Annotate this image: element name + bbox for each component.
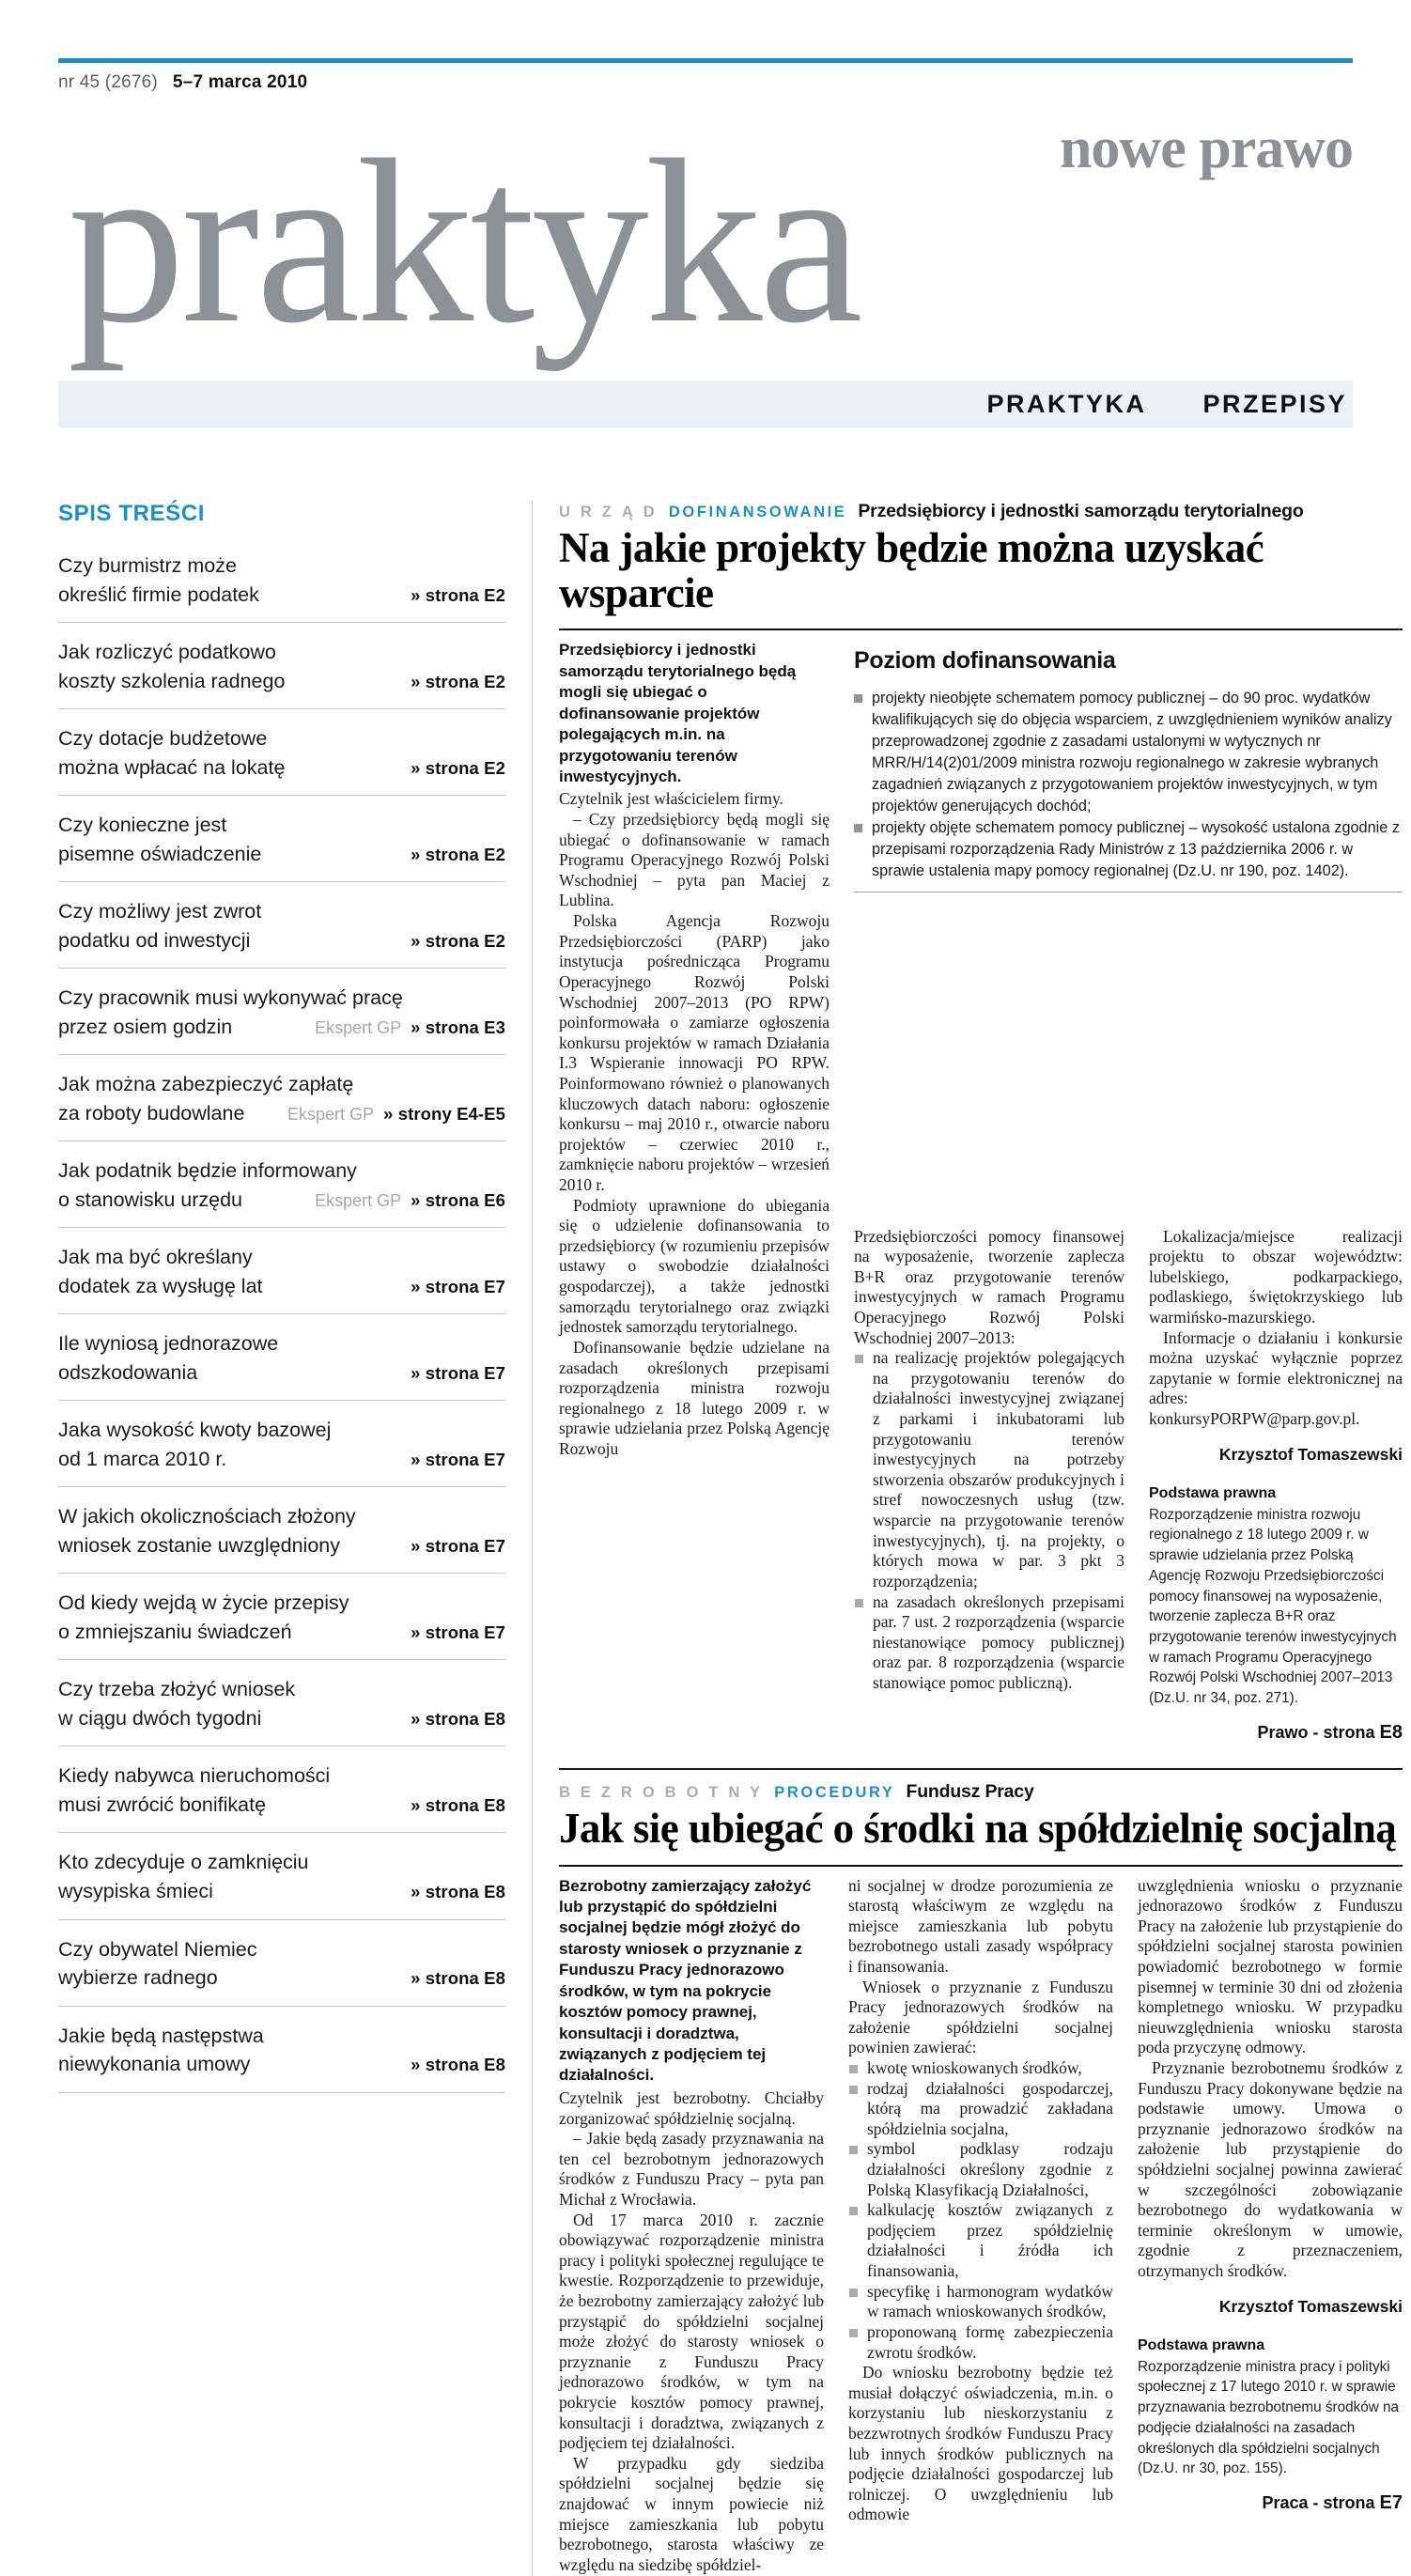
body-paragraph: W przypadku gdy siedziba spółdzielni socjalnej będzie się znajdować w innym powiecie niż miejsce zamieszkania lub pobytu bezrobotnego, starosta właściwy ze względu na siedzibę spółdziel- [559, 2453, 824, 2574]
article1-legal-body: Rozporządzenie ministra rozwoju regionalnego z 18 lutego 2009 r. w sprawie udzielania przez Polską Agencję Rozwoju Przedsiębiorczości pomocy finansowej na wyposażenie, tworzenie zaplecza B+R oraz przygotowanie terenów inwestycyjnych w ramach Programu Operacyjnego Rozwój Polski Wschodniej 2007–2013 (Dz.U. nr 34, poz. 271). [1149, 1506, 1397, 1707]
article1-col3-body [1149, 1227, 1403, 1430]
article2-lead: Bezrobotny zamierzający założyć lub przystąpić do spółdzielni socjalnej będzie mógł złożyć do starosty wniosek o przyznanie z Funduszu Pracy jednorazowo środków, w tym na pokrycie kosztów pomocy prawnej, konsultacji i doradztwa, związanych z podjęciem tej działalności. [559, 1876, 812, 2085]
toc-item-row [58, 1531, 505, 1560]
toc-item-row [58, 667, 505, 696]
issue-date: 5–7 marca 2010 [172, 72, 308, 92]
article1-rule [559, 628, 1403, 630]
toc-item-row [58, 1445, 505, 1474]
toc-item-page-ref[interactable]: » strona E2 [411, 844, 505, 864]
newspaper-page [0, 58, 1411, 2574]
article1-byline: Krzysztof Tomaszewski [1218, 1444, 1403, 1464]
article2-footline-page: E7 [1379, 2492, 1403, 2514]
toc-item-row [58, 1013, 505, 1042]
toc-item-line1: Czy obywatel Niemiec [58, 1937, 257, 1961]
article1-box-bullets [854, 688, 1403, 882]
toc-item-line2: odszkodowania [58, 1360, 198, 1384]
toc-item[interactable] [58, 2022, 505, 2093]
toc-item-page-ref[interactable]: » strona E8 [411, 1968, 505, 1989]
article1-lead: Przedsiębiorcy i jednostki samorządu terytorialnego będą mogli się ubiegać o dofinansowanie projektów polegających m.in. na przygotowaniu terenów inwestycyjnych. [559, 641, 797, 785]
toc-item-line2: wybierze radnego [58, 1966, 218, 1990]
toc-item[interactable] [58, 1070, 505, 1141]
article1-legal-head: Podstawa prawna [1149, 1484, 1277, 1501]
bullet-item: projekty nieobjęte schematem pomocy publicznej – do 90 proc. wydatków kwalifikujących się do objęcia wsparciem, z uwzględnieniem wyników analizy przeprowadzonej zgodnie z zasadami ustalonymi w wytycznych nr MRR/H/14(2)01/2009 ministra rozwoju regionalnego w zakresie wybranych zagadnień związanych z przygotowaniem projektów inwestycyjnych, w tym projektów generujących dochód; [854, 688, 1403, 817]
toc-item-page-ref[interactable]: » strona E3 [411, 1016, 505, 1037]
article2-col2-bullets [848, 2058, 1113, 2363]
toc-item[interactable] [58, 984, 505, 1055]
toc-title: SPIS TREŚCI [58, 501, 205, 526]
article2-kicker-type[interactable]: PROCEDURY [774, 1783, 895, 1801]
article1-box-title: Poziom dofinansowania [854, 647, 1116, 675]
toc-item-page-ref[interactable]: » strona E7 [411, 1449, 505, 1469]
toc-item-right [287, 1104, 505, 1125]
toc-item-page-ref[interactable]: » strona E7 [411, 1622, 505, 1642]
toc-item[interactable] [58, 1848, 505, 1919]
body-paragraph: Czytelnik jest bezrobotny. Chciałby zorganizować spółdzielnię socjalną. [559, 2087, 824, 2128]
toc-item-row [58, 1272, 505, 1301]
body-paragraph: Podmioty uprawnione do ubiegania się o udzielenie dofinansowania to przedsiębiorcy (w rozumieniu przepisów ustawy o swobodzie działalności gospodarczej), a także jednostki samorządu terytorialnego oraz związki jednostek samorządu terytorialnego. [559, 1195, 830, 1337]
toc-item-line2: niewykonania umowy [58, 2053, 251, 2076]
article2-kicker-dept: B E Z R O B O T N Y [559, 1783, 764, 1801]
toc-item-right [315, 1017, 505, 1038]
body-paragraph: Lokalizacja/miejsce realizacji projektu to obszar województw: lubelskiego, podkarpackiego, podlaskiego, świętokrzyskiego lub warmińsko-mazurskiego. [1149, 1226, 1403, 1327]
article-dofinansowanie [559, 501, 1403, 1744]
toc-item[interactable] [58, 1675, 505, 1746]
column-divider [532, 501, 533, 2576]
toc-item[interactable] [58, 551, 505, 623]
toc-item-line1: Jak można zabezpieczyć zapłatę [58, 1073, 354, 1096]
toc-item-line2: wysypiska śmieci [58, 1879, 213, 1902]
article1-footline [559, 1722, 1403, 1744]
article2-column-3 [1138, 1876, 1403, 2576]
toc-item-row [58, 840, 505, 869]
article2-column-2 [848, 1876, 1113, 2576]
body-paragraph: Od 17 marca 2010 r. zacznie obowiązywać rozporządzenie ministra pracy i polityki społecznej regulujące te kwestie. Rozporządzenie to przewiduje, że bezrobotny zamierzający założyć lub przystąpić do spółdzielni socjalnej może złożyć do starosty wniosek o przyznanie z Funduszu Pracy jednorazowo środków, w tym na pokrycie kosztów pomocy prawnej, konsultacji i doradztwa, związanych z podjęciem tej działalności. [559, 2210, 824, 2453]
toc-item-row [58, 1099, 505, 1128]
articles-area [559, 501, 1403, 2576]
toc-item-row [58, 581, 505, 610]
body-paragraph: Informacje o działaniu i konkursie można uzyskać wyłącznie poprzez zapytanie w formie elektronicznej na adres: konkursyPORPW@parp.gov.pl. [1149, 1327, 1403, 1429]
toc-item-row [58, 926, 505, 955]
toc-item-line2: od 1 marca 2010 r. [58, 1447, 227, 1470]
toc-item-line1: Czy pracownik musi wykonywać pracę [58, 986, 403, 1010]
toc-item[interactable] [58, 1589, 505, 1660]
table-of-contents [58, 501, 505, 2576]
toc-item-line1: Jak rozliczyć podatkowo [58, 641, 276, 664]
toc-item-line1: Od kiedy wejdą w życie przepisy [58, 1591, 349, 1615]
article2-col2-tail: Do wniosku bezrobotny będzie też musiał dołączyć oświadczenia, m.in. o korzystaniu lub nieskorzystaniu z bezzwrotnych środków Funduszu Pracy lub innych środków publicznych na podjęcie działalności gospodarczej lub rolniczej. O uwzględnieniu lub odmowie [848, 2363, 1113, 2524]
toc-item-line2: podatku od inwestycji [58, 928, 251, 952]
body-paragraph: Polska Agencja Rozwoju Przedsiębiorczości (PARP) jako instytucja pośrednicząca Programu Operacyjnego Rozwój Polski Wschodniej 2007–2013 (PO RPW) poinformowała o zamiarze ogłoszenia konkursu projektów w ramach Działania I.3 Wspieranie innowacji PO RPW. Poinformowano również o planowanych kluczowych datach naboru: ogłoszenie konkursu – maj 2010 r., otwarcie naboru projektów – czerwiec 2010 r., zamknięcie naboru projektów – wrzesień 2010 r. [559, 911, 830, 1195]
bullet-item: projekty objęte schematem pomocy publicznej – wysokość ustalona zgodnie z przepisami rozporządzenia Rady Ministrów z 13 października 2006 r. w sprawie ustalenia mapy pomocy regionalnej (Dz.U. nr 190, poz. 1402). [854, 817, 1403, 882]
toc-item-right [411, 931, 505, 952]
toc-item[interactable] [58, 1329, 505, 1401]
toc-item-right [411, 758, 505, 779]
article2-kicker [559, 1781, 1403, 1803]
toc-item-line1: Kto zdecyduje o zamknięciu [58, 1851, 309, 1874]
article1-kicker [559, 501, 1403, 522]
article2-legal-body: Rozporządzenie ministra pracy i polityki społecznej z 17 lutego 2010 r. w sprawie przyznawania bezrobotnemu środków na podjęcie działalności na zasadach określonych dla spółdzielni socjalnych (Dz.U. nr 30, poz. 155). [1138, 2358, 1400, 2477]
section-tab-bar [58, 380, 1353, 427]
article2-col1-body [559, 2088, 824, 2576]
section-tab-przepisy[interactable]: PRZEPISY [1202, 389, 1347, 418]
toc-item-right [411, 672, 505, 692]
article2-footline-label: Praca - strona [1262, 2493, 1375, 2513]
toc-item-page-ref[interactable]: » strona E7 [411, 1535, 505, 1556]
toc-item-line2: o zmniejszaniu świadczeń [58, 1620, 292, 1643]
article2-rule [559, 1865, 1403, 1867]
toc-item-right [411, 1882, 505, 1902]
toc-item-line2: w ciągu dwóch tygodni [58, 1706, 262, 1730]
toc-item-page-ref[interactable]: » strona E8 [411, 1708, 505, 1729]
toc-item[interactable] [58, 1416, 505, 1487]
article1-footline-label: Prawo - strona [1257, 1722, 1375, 1742]
toc-item[interactable] [58, 1935, 505, 2007]
article1-column-2 [854, 1227, 1124, 1709]
article2-kicker-tag: Fundusz Pracy [906, 1780, 1034, 1802]
toc-item-page-ref[interactable]: » strona E2 [411, 757, 505, 778]
article-fundusz-pracy [559, 1768, 1403, 2576]
article2-column-1 [559, 1876, 824, 2576]
folio-line [58, 63, 1353, 93]
toc-item[interactable] [58, 1761, 505, 1833]
toc-item-row [58, 1704, 505, 1733]
toc-item-row [58, 1186, 505, 1215]
toc-list [58, 551, 505, 2093]
toc-item-row [58, 2050, 505, 2079]
toc-item-right [411, 1277, 505, 1297]
article2-top-rule [559, 1768, 1403, 1770]
toc-item-page-ref[interactable]: » strona E7 [411, 1362, 505, 1383]
toc-item-right [411, 2055, 505, 2075]
toc-item-line1: Czy konieczne jest [58, 814, 227, 837]
body-paragraph: Wniosek o przyznanie z Funduszu Pracy jednorazowych środków na założenie spółdzielni socjalnej powinien zawierać: [848, 1977, 1113, 2057]
toc-item-right [411, 1795, 505, 1816]
toc-item-row [58, 1618, 505, 1647]
toc-item-line2: przez osiem godzin [58, 1015, 233, 1038]
toc-item-line1: Jaka wysokość kwoty bazowej [58, 1419, 332, 1442]
toc-item-page-ref[interactable]: » strona E2 [411, 671, 505, 691]
toc-item-line2: musi zwrócić bonifikatę [58, 1792, 267, 1816]
toc-item-line1: Czy burmistrz może [58, 554, 237, 577]
bullet-item: na zasadach określonych przepisami par. 7 ust. 2 rozporządzenia (wsparcie niestanowiące pomocy publicznej) oraz par. 8 rozporządzenia (wsparcie stanowiące pomoc publiczną). [854, 1592, 1124, 1694]
toc-item-page-ref[interactable]: » strona E2 [411, 930, 505, 951]
masthead [58, 93, 1353, 375]
toc-item-line1: Jakie będą następstwa [58, 2024, 264, 2047]
toc-item-expert-badge: Ekspert GP [315, 1017, 402, 1037]
bullet-item: kwotę wnioskowanych środków, [848, 2058, 1113, 2079]
article1-kicker-dept: U R Z Ą D [559, 504, 658, 520]
body-paragraph: – Czy przedsiębiorcy będą mogli się ubiegać o dofinansowanie w ramach Programu Operacyjnego Rozwój Polski Wschodniej – pyta pan Maciej z Lublina. [559, 810, 830, 910]
toc-item-right [411, 1450, 505, 1470]
bullet-item: rodzaj działalności gospodarczej, którą ma prowadzić zakładana spółdzielnia socjalna, [848, 2079, 1113, 2140]
toc-item-row [58, 1358, 505, 1388]
toc-item-right [411, 1622, 505, 1643]
toc-item-page-ref[interactable]: » strona E2 [411, 584, 505, 605]
toc-item[interactable] [58, 811, 505, 882]
toc-item-right [411, 845, 505, 865]
toc-item-row [58, 1877, 505, 1906]
toc-item[interactable] [58, 897, 505, 969]
toc-item-page-ref[interactable]: » strona E7 [411, 1276, 505, 1296]
toc-item-line2: można wpłacać na lokatę [58, 755, 286, 779]
article1-col2-bullets [854, 1348, 1124, 1693]
section-tab-praktyka[interactable]: PRAKTYKA [986, 389, 1147, 418]
toc-item-line2: za roboty budowlane [58, 1101, 245, 1125]
toc-item-line1: Czy trzeba złożyć wniosek [58, 1678, 296, 1701]
toc-item-right [315, 1190, 505, 1211]
toc-item-right [411, 1968, 505, 1989]
toc-item[interactable] [58, 724, 505, 796]
toc-item-row [58, 1791, 505, 1820]
article1-footline-page: E8 [1379, 1721, 1403, 1743]
toc-item-line2: określić firmie podatek [58, 582, 259, 606]
bullet-item: specyfikę i harmonogram wydatków w ramach wnioskowanych środków, [848, 2282, 1113, 2322]
toc-item-line2: wniosek zostanie uwzględniony [58, 1533, 340, 1557]
body-paragraph: ni socjalnej w drodze porozumienia ze starostą właściwym ze względu na miejsce zamieszkania lub pobytu bezrobotnego ustali zasady współpracy i finansowania. [848, 1875, 1113, 1976]
toc-item-right [411, 1363, 505, 1384]
toc-item-line2: o stanowisku urzędu [58, 1187, 242, 1211]
toc-item[interactable] [58, 1502, 505, 1574]
toc-item-line2: pisemne oświadczenie [58, 842, 262, 865]
body-paragraph: Przyznanie bezrobotnemu środków z Funduszu Pracy dokonywane będzie na podstawie umowy. Umowa o przyznanie jednorazowo środków na założenie lub przystąpienie do spółdzielni socjalnej powinna zawierać w szczególności zobowiązanie bezrobotnego do wydatkowania w terminie określonym w umowie, zgodnie z przeznaczeniem, otrzymanych środków. [1138, 2058, 1403, 2281]
toc-item[interactable] [58, 1156, 505, 1228]
article2-legal-head: Podstawa prawna [1138, 2336, 1265, 2353]
toc-item-line1: Jak ma być określany [58, 1246, 253, 1269]
toc-item-line1: W jakich okolicznościach złożony [58, 1505, 356, 1529]
article2-headline: Jak się ubiegać o środki na spółdzielnię socjalną [559, 1804, 1397, 1852]
toc-item-line1: Kiedy nabywca nieruchomości [58, 1764, 331, 1788]
article2-col3-body [1138, 1876, 1403, 2282]
toc-item-page-ref[interactable]: » strona E8 [411, 1881, 505, 1901]
bullet-item: proponowaną formę zabezpieczenia zwrotu środków. [848, 2322, 1113, 2363]
toc-item-page-ref[interactable]: » strona E8 [411, 1794, 505, 1815]
bullet-item: kalkulację kosztów związanych z podjęciem przez spółdzielnię działalności i źródła ich finansowania, [848, 2200, 1113, 2281]
body-paragraph: Czytelnik jest właścicielem firmy. [559, 789, 783, 809]
toc-item-expert-badge: Ekspert GP [287, 1104, 375, 1124]
masthead-wordmark: praktyka [68, 112, 860, 372]
article2-col2-body [848, 1876, 1113, 2058]
toc-item-page-ref[interactable]: » strony E4-E5 [383, 1103, 505, 1124]
article1-column-3 [1149, 1227, 1403, 1709]
toc-item[interactable] [58, 1243, 505, 1314]
toc-item-right [411, 1536, 505, 1557]
bullet-item: symbol podklasy rodzaju działalności określony zgodnie z Polską Klasyfikacją Działalności, [848, 2139, 1113, 2200]
body-paragraph: – Jakie będą zasady przyznawania na ten cel bezrobotnym jednorazowych środków z Funduszu Pracy – pyta pan Michał z Wrocławia. [559, 2129, 824, 2209]
toc-item-row [58, 1963, 505, 1993]
body-paragraph: uwzględnienia wniosku o przyznanie jednorazowo środków z Funduszu Pracy na założenie lub przystąpienie do spółdzielni socjalnej starosta powinien powiadomić bezrobotnego w formie pisemnej w terminie 30 dni od złożenia kompletnego wniosku. W przypadku nieuwzględnienia wniosku starosta poda przyczynę odmowy. [1138, 1875, 1403, 2057]
article2-footline [1138, 2492, 1403, 2514]
article1-headline: Na jakie projekty będzie można uzyskać wsparcie [559, 524, 1264, 616]
bullet-item: na realizację projektów polegających na przygotowaniu terenów do działalności inwestycyjnej związanej z parkami i inkubatorami lub przygotowaniu terenów inwestycyjnych na potrzeby stworzenia obszarów produkcyjnych i stref nowoczesnych usług (tzw. wsparcie na przygotowanie terenów inwestycyjnych), tj. na projekty, o których mowa w par. 3 pkt 3 rozporządzenia; [854, 1348, 1124, 1591]
toc-item-page-ref[interactable]: » strona E8 [411, 2055, 505, 2075]
toc-item-line1: Jak podatnik będzie informowany [58, 1159, 357, 1183]
article1-kicker-tag: Przedsiębiorcy i jednostki samorządu terytorialnego [858, 501, 1304, 521]
article2-byline: Krzysztof Tomaszewski [1218, 2296, 1403, 2316]
issue-number: nr 45 (2676) [58, 72, 158, 92]
body-paragraph: Dofinansowanie będzie udzielane na zasadach określonych przepisami rozporządzenia ministra rozwoju regionalnego z 18 lutego 2009 r. w sprawie udzielania przez Polską Agencję Rozwoju [559, 1337, 830, 1458]
toc-item[interactable] [58, 638, 505, 709]
toc-item-page-ref[interactable]: » strona E6 [411, 1189, 505, 1210]
toc-item-line1: Ile wyniosą jednorazowe [58, 1332, 279, 1356]
toc-item-expert-badge: Ekspert GP [315, 1190, 402, 1210]
toc-item-line2: koszty szkolenia radnego [58, 669, 286, 692]
masthead-kicker: nowe prawo [1059, 116, 1353, 180]
toc-item-line1: Czy możliwy jest zwrot [58, 900, 262, 923]
article1-col2-intro: Przedsiębiorczości pomocy finansowej na wyposażenie, tworzenie zaplecza B+R oraz przygotowanie terenów inwestycyjnych w ramach Programu Operacyjnego Rozwój Polski Wschodniej 2007–2013: [854, 1226, 1124, 1347]
toc-item-row [58, 753, 505, 783]
toc-item-line2: dodatek za wysługę lat [58, 1274, 263, 1297]
toc-item-right [411, 1709, 505, 1730]
toc-item-line1: Czy dotacje budżetowe [58, 727, 268, 751]
article1-kicker-type[interactable]: DOFINANSOWANIE [668, 504, 847, 520]
toc-item-right [411, 585, 505, 606]
